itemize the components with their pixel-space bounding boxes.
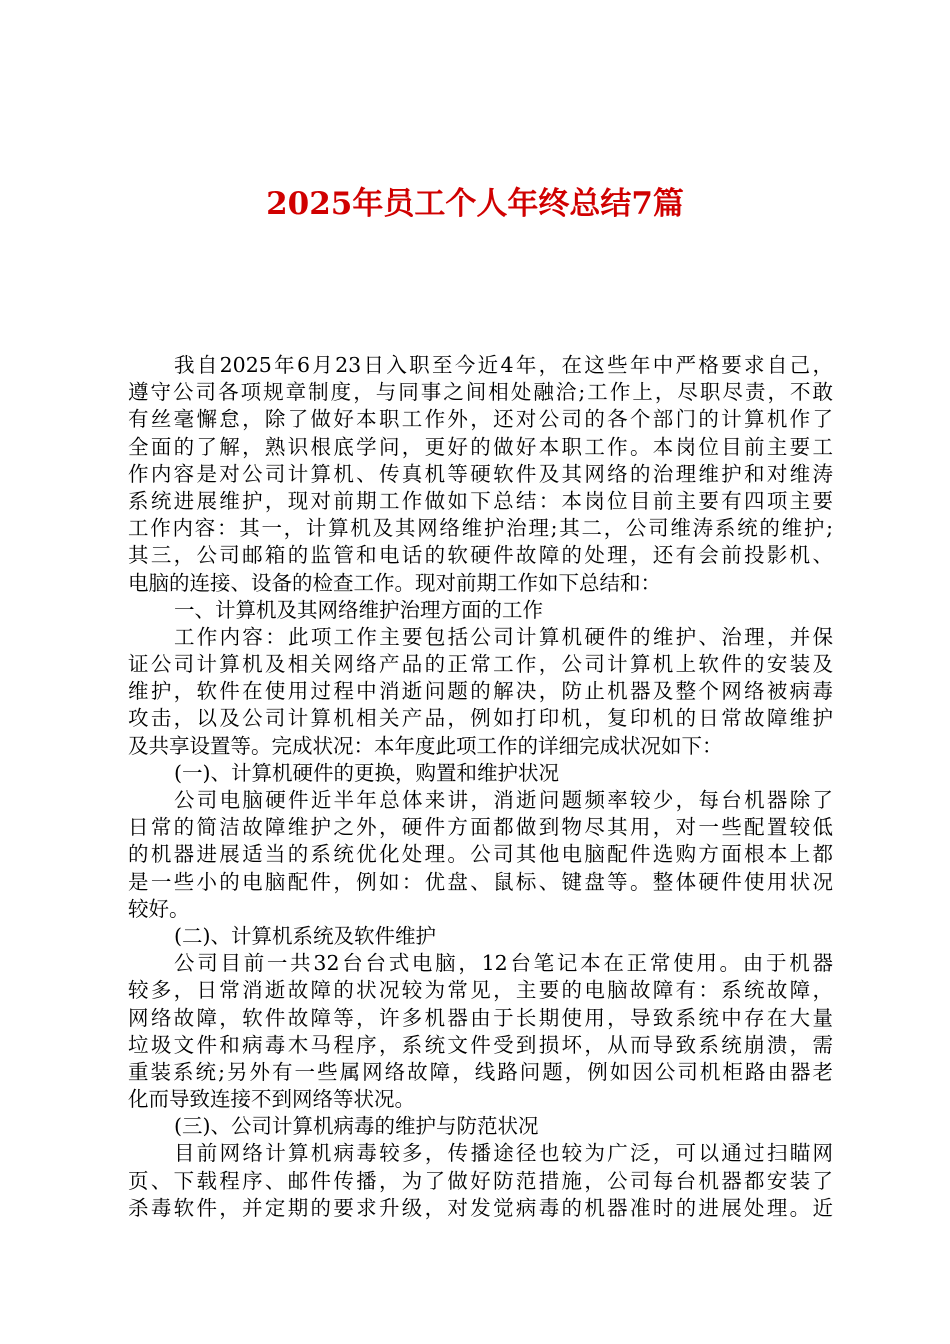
paragraph-line: 及共享设置等。完成状况：本年度此项工作的详细完成状况如下： — [128, 733, 723, 758]
paragraph-line: 的机器进展适当的系统优化处理。公司其他电脑配件选购方面根本上都 — [128, 842, 833, 867]
document-body — [128, 352, 833, 1222]
paragraph-line: 全面的了解，熟识根底学问，更好的做好本职工作。本岗位目前主要工 — [128, 434, 833, 459]
paragraph-line: 遵守公司各项规章制度，与同事之间相处融洽;工作上，尽职尽责，不敢 — [128, 380, 833, 405]
paragraph-line: 网络故障，软件故障等，许多机器由于长期使用，导致系统中存在大量 — [128, 1005, 833, 1030]
paragraph-line: 目前网络计算机病毒较多，传播途径也较为广泛，可以通过扫瞄网 — [174, 1141, 833, 1166]
paragraph-line: 作内容是对公司计算机、传真机等硬软件及其网络的治理维护和对维涛 — [128, 461, 833, 486]
paragraph-line: 电脑的连接、设备的检查工作。现对前期工作如下总结和： — [128, 570, 661, 595]
paragraph-line: 工作内容：此项工作主要包括公司计算机硬件的维护、治理，并保 — [174, 624, 833, 649]
paragraph-line: 公司电脑硬件近半年总体来讲，消逝问题频率较少，每台机器除了 — [174, 788, 833, 812]
paragraph-line: 垃圾文件和病毒木马程序，系统文件受到损坏，从而导致系统崩溃，需 — [128, 1032, 833, 1057]
paragraph-line: 公司目前一共32台台式电脑，12台笔记本在正常使用。由于机器 — [174, 951, 833, 976]
paragraph-line: 我自2025年6月23日入职至今近4年，在这些年中严格要求自己， — [174, 353, 833, 377]
paragraph-line: 系统进展维护，现对前期工作做如下总结：本岗位目前主要有四项主要 — [128, 488, 833, 513]
subsection-heading: (一)、计算机硬件的更换，购置和维护状况 — [174, 760, 559, 785]
paragraph-line: 杀毒软件，并定期的要求升级，对发觉病毒的机器准时的进展处理。近 — [128, 1195, 833, 1220]
paragraph-line: 日常的简洁故障维护之外，硬件方面都做到物尽其用，对一些配置较低 — [128, 815, 833, 840]
paragraph-line: 工作内容：其一，计算机及其网络维护治理;其二，公司维涛系统的维护; — [128, 516, 833, 541]
paragraph-line: 是一些小的电脑配件，例如：优盘、鼠标、键盘等。整体硬件使用状况 — [128, 869, 833, 894]
paragraph-line: 其三，公司邮箱的监管和电话的软硬件故障的处理，还有会前投影机、 — [128, 543, 833, 568]
document-title: 2025年员工个人年终总结7篇 — [266, 186, 684, 222]
paragraph-line: 有丝毫懈怠，除了做好本职工作外，还对公司的各个部门的计算机作了 — [128, 407, 833, 432]
section-heading: 一、计算机及其网络维护治理方面的工作 — [174, 597, 543, 622]
subsection-heading: (二)、计算机系统及软件维护 — [174, 923, 436, 948]
paragraph-line: 较好。 — [128, 896, 190, 921]
subsection-heading: (三)、公司计算机病毒的维护与防范状况 — [174, 1114, 539, 1139]
paragraph-line: 攻击，以及公司计算机相关产品，例如打印机，复印机的日常故障维护 — [128, 706, 833, 731]
paragraph-line: 维护，软件在使用过程中消逝问题的解决，防止机器及整个网络被病毒 — [128, 679, 833, 704]
paragraph-line: 页、下载程序、邮件传播，为了做好防范措施，公司每台机器都安装了 — [128, 1168, 833, 1193]
paragraph-line: 化而导致连接不到网络等状况。 — [128, 1087, 415, 1112]
paragraph-line: 重装系统;另外有一些属网络故障，线路问题，例如因公司机柜路由器老 — [128, 1059, 833, 1084]
paragraph-line: 较多，日常消逝故障的状况较为常见，主要的电脑故障有：系统故障， — [128, 978, 833, 1003]
paragraph-line: 证公司计算机及相关网络产品的正常工作，公司计算机上软件的安装及 — [128, 652, 833, 677]
